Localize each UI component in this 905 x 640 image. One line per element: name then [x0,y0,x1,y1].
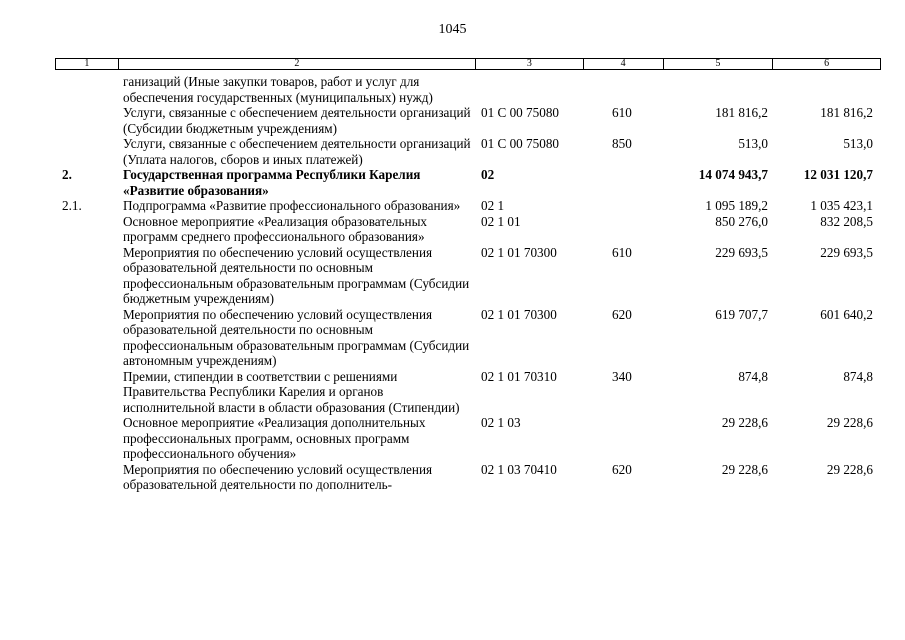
row-amount-2: 832 208,5 [820,213,873,229]
row-name: Подпрограмма «Развитие профессионального образования» [123,198,461,213]
row-name: Мероприятия по обеспечению условий осуществления образовательной деятельности по основным профессиональным образовательным программам (Субсидии бюджетным учреждениям) [123,244,470,306]
row-amount-1: 229 693,5 [715,244,768,260]
row-expense-type: 610 [612,244,632,260]
column-header-1: 1 [56,59,119,69]
row-number: 2. [62,167,72,182]
row-name: ганизаций (Иные закупки товаров, работ и услуг для обеспечения государственных (муниципальных) нужд) [123,74,433,105]
row-name: Мероприятия по обеспечению условий осуществления образовательной деятельности по дополнитель- [123,461,433,492]
row-expense-type: 610 [612,105,632,120]
row-amount-2: 29 228,6 [826,461,873,477]
page-number: 1045 [438,22,467,37]
column-header-6: 6 [824,58,830,69]
row-name: Государственная программа Республики Карелия «Развитие образования» [123,167,421,198]
table-row [0,136,905,167]
column-header-2: 2 [119,59,476,69]
row-amount-1: 850 276,0 [715,213,768,229]
row-code: 02 1 01 70300 [481,306,557,322]
row-amount-2: 181 816,2 [820,105,873,120]
row-name: Услуги, связанные с обеспечением деятельности организаций (Уплата налогов, сборов и иных платежей) [123,136,471,167]
table-row [0,245,905,307]
row-number: 2.1. [62,198,82,213]
row-amount-2: 12 031 120,7 [803,167,873,182]
row-amount-1: 14 074 943,7 [698,167,768,182]
row-amount-1: 513,0 [738,136,768,151]
budget-table-body [0,74,905,493]
row-amount-2: 29 228,6 [826,415,873,430]
table-row [0,415,905,462]
row-code: 02 1 03 70410 [481,461,557,477]
table-row-program [0,167,905,198]
row-amount-1: 619 707,7 [715,306,768,322]
row-amount-1: 29 228,6 [721,461,768,477]
table-row [0,198,905,214]
table-row [0,105,905,136]
row-amount-2: 229 693,5 [820,244,873,260]
table-row [0,462,905,493]
table-row [0,74,905,105]
row-name: Мероприятия по обеспечению условий осуществления образовательной деятельности по основным профессиональным образовательным программам (Субсидии автономным учреждениям) [123,306,470,368]
table-row [0,307,905,369]
table-row [0,369,905,416]
row-code: 02 1 [481,198,505,213]
row-name: Услуги, связанные с обеспечением деятельности организаций (Субсидии бюджетным учреждениям) [123,105,471,136]
row-expense-type: 620 [612,306,632,322]
row-code: 02 1 03 [481,415,521,430]
row-amount-1: 874,8 [738,368,768,384]
column-header-5: 5 [664,59,774,69]
row-name: Основное мероприятие «Реализация дополнительных профессиональных программ, основных программ профессионального обучения» [123,415,426,461]
row-amount-1: 181 816,2 [715,105,768,120]
row-code: 01 С 00 75080 [481,105,560,120]
column-header-3: 3 [476,59,584,69]
row-code: 01 С 00 75080 [481,136,560,151]
row-amount-2: 1 035 423,1 [810,198,873,213]
row-expense-type: 620 [612,461,632,477]
column-header-row [55,58,881,70]
table-row [0,214,905,245]
row-code: 02 1 01 70310 [481,368,557,384]
row-expense-type: 850 [612,136,632,151]
row-code: 02 [481,167,495,182]
row-code: 02 1 01 [481,213,521,229]
row-name: Основное мероприятие «Реализация образовательных программ среднего профессионального образования» [123,213,428,244]
row-amount-2: 513,0 [843,136,873,151]
row-expense-type: 340 [612,368,632,384]
row-amount-2: 874,8 [843,368,873,384]
row-name: Премии, стипендии в соответствии с решениями Правительства Республики Карелия и органов исполнительной власти в области образования (Стипендии) [123,368,460,415]
row-amount-2: 601 640,2 [820,306,873,322]
row-amount-1: 1 095 189,2 [705,198,768,213]
column-header-4: 4 [584,59,664,69]
row-code: 02 1 01 70300 [481,244,557,260]
row-amount-1: 29 228,6 [721,415,768,430]
